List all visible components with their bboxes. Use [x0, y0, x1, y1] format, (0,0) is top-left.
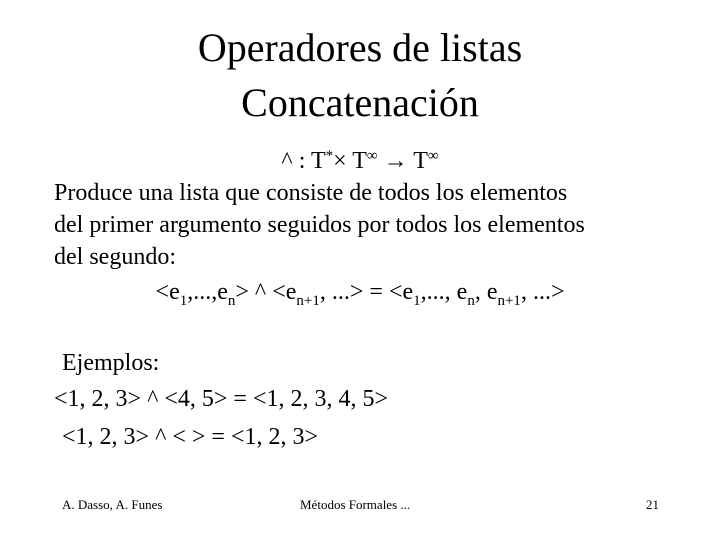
formula-tail: , ...: [520, 279, 551, 305]
formula-sub-1: 1: [179, 293, 188, 309]
formula-e: e: [456, 279, 468, 305]
sig-infinity: ∞: [366, 148, 378, 164]
formula-e: e: [486, 279, 498, 305]
formula-close: >: [349, 279, 364, 305]
example-line: <1, 2, 3> ^ <4, 5> = <1, 2, 3, 4, 5>: [54, 386, 389, 412]
description-line: del primer argumento seguidos por todos los elementos: [54, 212, 585, 238]
formula-comma: ,: [474, 279, 481, 305]
formula-caret: ^: [254, 279, 267, 305]
footer-page-number: 21: [646, 497, 659, 512]
footer-course: Métodos Formales ...: [300, 497, 411, 512]
formula-close: >: [550, 279, 565, 305]
sig-times: ×: [333, 148, 347, 174]
type-signature: [0, 149, 720, 173]
formula-ellipsis: ,...,: [187, 279, 218, 305]
description-line: Produce una lista que consiste de todos los elementos: [54, 180, 568, 206]
formula-sub-1: 1: [413, 293, 421, 309]
sig-operator: ^: [281, 148, 293, 174]
formula-open: <: [272, 279, 286, 305]
sig-type-t: T: [310, 148, 326, 174]
sig-type-t: T: [413, 148, 428, 174]
sig-infinity: ∞: [427, 148, 439, 164]
formula-e: e: [402, 279, 414, 305]
sig-arrow: →: [383, 148, 408, 174]
formula-sub-n: n: [467, 293, 475, 309]
formula-sub-n: n: [227, 293, 236, 309]
formula-e: e: [169, 279, 180, 305]
formula-equals: =: [369, 279, 383, 305]
sig-type-t: T: [352, 148, 367, 174]
formula-e: e: [217, 279, 228, 305]
formula-e: e: [285, 279, 297, 305]
formula-ellipsis: ,...,: [420, 279, 451, 305]
slide-title-line-1: Operadores de listas: [197, 25, 523, 70]
sig-colon: :: [298, 148, 306, 174]
formula-open: <: [155, 279, 170, 305]
slide-title-line-2: Concatenación: [241, 80, 479, 125]
formula-open: <: [388, 279, 403, 305]
formula-tail: , ...: [319, 279, 350, 305]
concatenation-formula: [0, 279, 720, 309]
sig-star: *: [325, 148, 334, 164]
formula-sub-n1: n+1: [296, 293, 320, 309]
description-line: del segundo:: [54, 244, 176, 270]
formula-sub-n1: n+1: [497, 293, 521, 309]
examples-label: Ejemplos:: [62, 350, 160, 376]
formula-close: >: [235, 279, 249, 305]
example-line: <1, 2, 3> ^ < > = <1, 2, 3>: [62, 424, 319, 450]
footer-authors: A. Dasso, A. Funes: [62, 497, 163, 512]
